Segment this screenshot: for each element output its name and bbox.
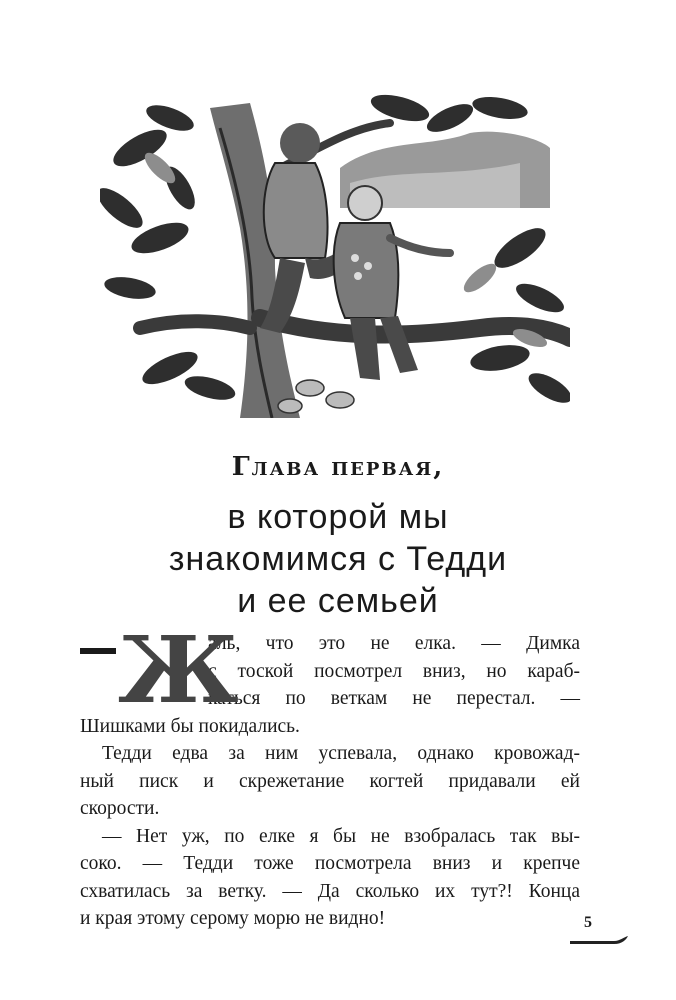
paragraph-2 xyxy=(80,740,580,823)
chapter-label: Глава первая, xyxy=(231,452,445,482)
text-line: схватилась за ветку. — Да сколько их тут?! Конца xyxy=(80,880,580,902)
paragraph-3 xyxy=(80,823,580,933)
text-line: каться по веткам не перестал. — xyxy=(208,688,580,709)
chapter-title-line: в которой мы xyxy=(227,498,449,536)
chapter-illustration xyxy=(100,88,570,418)
text-line: аль, что это не елка. — Димка xyxy=(208,633,580,654)
page-number: 5 xyxy=(584,914,592,931)
text-line: соко. — Тедди тоже посмотрела вниз и крепче xyxy=(80,853,580,874)
text-line: ный писк и скрежетание когтей придавали ей xyxy=(80,770,580,792)
text-line: — Нет уж, по елке я бы не взобралась так вы- xyxy=(102,825,580,847)
chapter-title-line: знакомимся с Тедди xyxy=(168,540,508,578)
paragraph-1 xyxy=(80,616,580,740)
text-line: с тоской посмотрел вниз, но караб- xyxy=(208,660,580,682)
drop-cap: Ж xyxy=(118,616,239,724)
text-line: Тедди едва за ним успевала, однако кровожад- xyxy=(102,743,580,764)
chapter-title xyxy=(0,496,676,622)
text-line: скорости. xyxy=(80,798,160,819)
dialogue-dash xyxy=(80,648,116,654)
text-line: Шишками бы покидались. xyxy=(80,715,300,737)
body-text xyxy=(80,616,580,933)
text-line: и края этому серому морю не видно! xyxy=(80,908,386,929)
chapter-title-line: и ее семьей xyxy=(237,582,439,620)
page-ornament-icon xyxy=(570,934,630,948)
